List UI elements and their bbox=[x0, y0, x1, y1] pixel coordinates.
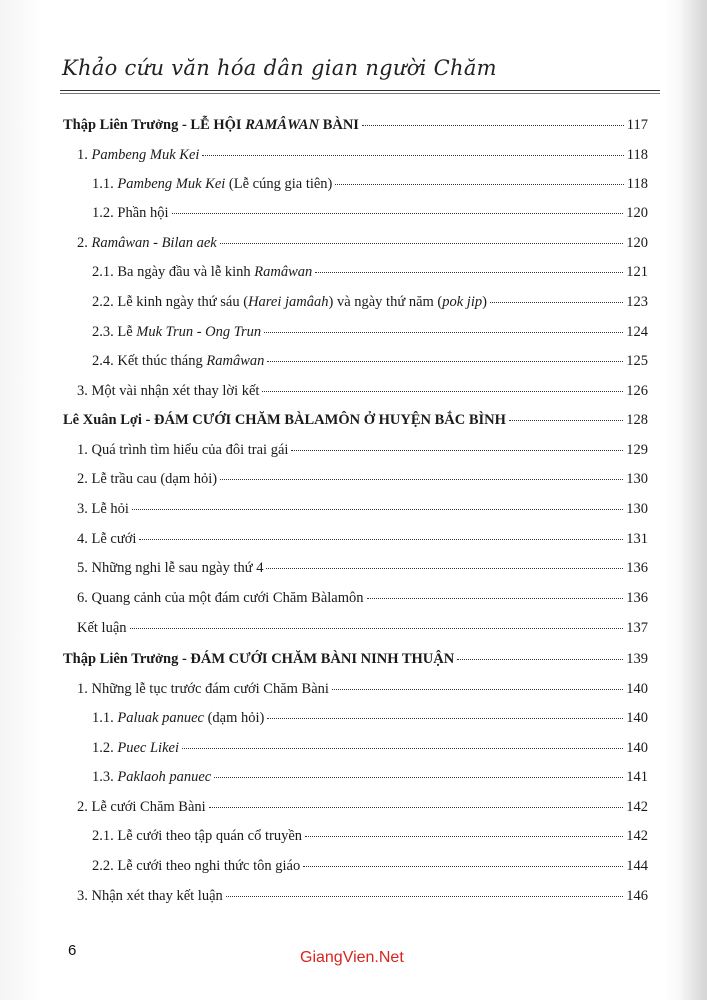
toc-entry bbox=[77, 798, 648, 818]
toc-entry-title-part: Lê Xuân Lợi - ĐÁM CƯỚI CHĂM BÀLAMÔN Ở HUYỆN BẮC BÌNH bbox=[63, 412, 506, 428]
toc-entry-title bbox=[77, 887, 223, 905]
toc-entry-title bbox=[77, 441, 288, 459]
dot-leader bbox=[509, 420, 623, 421]
toc-entry-title-part: 5. Những nghi lễ sau ngày thứ 4 bbox=[77, 560, 264, 576]
dot-leader bbox=[335, 184, 623, 185]
toc-entry bbox=[77, 441, 648, 461]
toc-entry-title-part: (Lễ cúng gia tiên) bbox=[225, 176, 333, 192]
dot-leader bbox=[267, 361, 623, 362]
toc-entry-title-part: RAMÂWAN bbox=[245, 117, 320, 133]
toc-entry bbox=[77, 680, 648, 700]
toc-entry-page-number: 136 bbox=[626, 590, 648, 606]
toc-entry-title-part: Kết luận bbox=[77, 620, 127, 636]
toc-entry bbox=[92, 263, 648, 283]
toc-entry bbox=[77, 589, 648, 609]
dot-leader bbox=[367, 598, 624, 599]
toc-entry bbox=[77, 887, 648, 907]
toc-entry-title bbox=[92, 175, 332, 193]
dot-leader bbox=[362, 125, 624, 126]
toc-entry-page-number: 118 bbox=[626, 147, 648, 163]
toc-entry-title-part: 2.1. Ba ngày đầu và lễ kinh bbox=[92, 264, 255, 280]
dot-leader bbox=[220, 479, 623, 480]
toc-entry-title-part: 1.1. bbox=[92, 176, 118, 192]
toc-entry-title bbox=[77, 530, 136, 548]
dot-leader bbox=[457, 659, 623, 660]
toc-entry-page-number: 141 bbox=[626, 769, 648, 785]
toc-entry-title bbox=[77, 470, 217, 488]
toc-entry-title bbox=[92, 323, 261, 341]
toc-entry-title-part: 2. Lễ trầu cau (dạm hỏi) bbox=[77, 471, 218, 487]
toc-entry-title bbox=[92, 827, 302, 845]
toc-entry bbox=[63, 650, 648, 670]
dot-leader bbox=[262, 391, 623, 392]
toc-entry bbox=[92, 827, 648, 847]
toc-entry-page-number: 120 bbox=[626, 235, 648, 251]
toc-entry-title-part: 1.3. bbox=[92, 769, 118, 785]
toc-entry-title bbox=[77, 680, 329, 698]
toc-entry-page-number: 117 bbox=[626, 117, 648, 133]
dot-leader bbox=[182, 748, 623, 749]
toc-entry-title bbox=[77, 234, 217, 252]
toc-entry bbox=[77, 470, 648, 490]
dot-leader bbox=[264, 332, 623, 333]
toc-entry-title-part: 1. Quá trình tìm hiểu của đôi trai gái bbox=[77, 442, 289, 458]
toc-entry-title-part: 4. Lễ cưới bbox=[77, 531, 137, 547]
dot-leader bbox=[226, 896, 623, 897]
toc-entry-title-part: 2.1. Lễ cưới theo tập quán cổ truyền bbox=[92, 828, 303, 844]
toc-entry bbox=[92, 293, 648, 313]
toc-entry bbox=[92, 857, 648, 877]
toc-entry-page-number: 146 bbox=[626, 888, 648, 904]
toc-entry-page-number: 136 bbox=[626, 560, 648, 576]
toc-entry-title bbox=[92, 709, 264, 727]
toc-entry-title bbox=[77, 619, 127, 637]
toc-entry-page-number: 125 bbox=[626, 353, 648, 369]
toc-entry bbox=[77, 146, 648, 166]
toc-entry-page-number: 130 bbox=[626, 501, 648, 517]
toc-entry-title bbox=[92, 739, 179, 757]
dot-leader bbox=[209, 807, 624, 808]
toc-entry-title-part: Ramâwan bbox=[206, 353, 265, 369]
dot-leader bbox=[130, 628, 624, 629]
toc-entry-title-part: 1. Những lễ tục trước đám cưới Chăm Bàni bbox=[77, 681, 329, 697]
toc-entry-title-part: 1.1. bbox=[92, 710, 118, 726]
toc-entry-page-number: 140 bbox=[626, 710, 648, 726]
toc-entry-title-part: 3. Lễ hỏi bbox=[77, 501, 129, 517]
toc-entry-title-part: Puec Likei bbox=[117, 740, 179, 756]
toc-entry-title-part: 1.2. bbox=[92, 740, 118, 756]
toc-entry bbox=[92, 352, 648, 372]
toc-entry bbox=[77, 559, 648, 579]
toc-entry-title-part: 6. Quang cảnh của một đám cưới Chăm Bàlamôn bbox=[77, 590, 364, 606]
toc-entry bbox=[92, 175, 648, 195]
toc-entry bbox=[92, 323, 648, 343]
toc-entry-title-part: Pambeng Muk Kei bbox=[117, 176, 226, 192]
toc-entry-title-part: 2. bbox=[77, 235, 92, 251]
toc-entry-title-part: 2. Lễ cưới Chăm Bàni bbox=[77, 799, 206, 815]
watermark: GiangVien.Net bbox=[300, 949, 404, 966]
toc-entry bbox=[63, 116, 648, 136]
dot-leader bbox=[332, 689, 623, 690]
toc-entry-page-number: 140 bbox=[626, 740, 648, 756]
toc-entry-title bbox=[77, 559, 263, 577]
toc-entry-title-part: Thập Liên Trưởng - ĐÁM CƯỚI CHĂM BÀNI NINH THUẬN bbox=[63, 651, 455, 667]
toc-entry-title bbox=[63, 411, 506, 429]
toc-entry bbox=[77, 500, 648, 520]
toc-entry-title-part: 1.2. Phần hội bbox=[92, 205, 169, 221]
toc-entry-page-number: 126 bbox=[626, 383, 648, 399]
toc-entry bbox=[92, 204, 648, 224]
toc-entry-title-part: Pambeng Muk Kei bbox=[91, 147, 200, 163]
toc-entry-page-number: 121 bbox=[626, 264, 648, 280]
toc-entry-title-part: ) bbox=[482, 294, 487, 310]
toc-entry-title bbox=[77, 798, 206, 816]
toc-entry-title bbox=[92, 293, 487, 311]
toc-entry-title bbox=[77, 589, 364, 607]
toc-entry-title-part: Paluak panuec bbox=[117, 710, 204, 726]
dot-leader bbox=[291, 450, 623, 451]
page-number: 6 bbox=[68, 942, 77, 959]
toc-entry-page-number: 130 bbox=[626, 471, 648, 487]
toc-entry-page-number: 139 bbox=[626, 651, 648, 667]
toc-entry bbox=[92, 768, 648, 788]
dot-leader bbox=[490, 302, 623, 303]
toc-entry-page-number: 124 bbox=[626, 324, 648, 340]
toc-entry-page-number: 140 bbox=[626, 681, 648, 697]
toc-entry-title-part: 3. Nhận xét thay kết luận bbox=[77, 888, 223, 904]
toc-entry-page-number: 144 bbox=[626, 858, 648, 874]
dot-leader bbox=[139, 539, 623, 540]
dot-leader bbox=[267, 718, 623, 719]
toc-entry-title-part: Thập Liên Trưởng - LỄ HỘI bbox=[63, 117, 246, 133]
toc-entry-title-part: Ramâwan bbox=[254, 264, 313, 280]
toc-entry-title-part: 2.2. Lễ cưới theo nghi thức tôn giáo bbox=[92, 858, 301, 874]
dot-leader bbox=[315, 272, 623, 273]
running-header-title: Khảo cứu văn hóa dân gian người Chăm bbox=[62, 56, 497, 80]
dot-leader bbox=[132, 509, 623, 510]
dot-leader bbox=[202, 155, 623, 156]
toc-entry-page-number: 131 bbox=[626, 531, 648, 547]
toc-entry-title-part: 2.4. Kết thúc tháng bbox=[92, 353, 207, 369]
toc-entry-title-part: 2.3. Lễ bbox=[92, 324, 137, 340]
toc-entry-title bbox=[77, 382, 259, 400]
toc-entry-page-number: 118 bbox=[626, 176, 648, 192]
toc-entry-page-number: 120 bbox=[626, 205, 648, 221]
toc-entry bbox=[63, 411, 648, 431]
toc-entry-title-part: 1. bbox=[77, 147, 92, 163]
toc-entry-page-number: 142 bbox=[626, 828, 648, 844]
toc-entry-title bbox=[92, 204, 169, 222]
toc-entry-page-number: 142 bbox=[626, 799, 648, 815]
dot-leader bbox=[214, 777, 623, 778]
dot-leader bbox=[305, 836, 623, 837]
toc-entry bbox=[92, 739, 648, 759]
toc-entry-title-part: Harei jamâah bbox=[248, 294, 329, 310]
toc-entry-page-number: 123 bbox=[626, 294, 648, 310]
toc-entry-page-number: 129 bbox=[626, 442, 648, 458]
toc-entry-title-part: Paklaoh panuec bbox=[117, 769, 212, 785]
toc-entry-title-part: 3. Một vài nhận xét thay lời kết bbox=[77, 383, 260, 399]
toc-entry-title bbox=[92, 352, 264, 370]
toc-entry-title bbox=[92, 857, 300, 875]
toc-entry-title bbox=[63, 650, 454, 668]
toc-entry-title-part: BÀNI bbox=[319, 117, 359, 133]
toc-entry-title bbox=[77, 146, 199, 164]
toc-entry bbox=[77, 234, 648, 254]
toc-entry-title-part: Ramâwan - Bilan aek bbox=[91, 235, 217, 251]
toc-entry-title-part: pok jip bbox=[442, 294, 483, 310]
toc-entry-title-part: 2.2. Lễ kinh ngày thứ sáu ( bbox=[92, 294, 249, 310]
dot-leader bbox=[220, 243, 624, 244]
toc-entry-title bbox=[77, 500, 129, 518]
toc-entry bbox=[77, 530, 648, 550]
toc-entry-title bbox=[63, 116, 359, 134]
dot-leader bbox=[266, 568, 623, 569]
toc-entry-page-number: 137 bbox=[626, 620, 648, 636]
toc-entry-title-part: (dạm hỏi) bbox=[203, 710, 265, 726]
toc-entry bbox=[92, 709, 648, 729]
toc-entry-title bbox=[92, 768, 211, 786]
toc-entry-page-number: 128 bbox=[626, 412, 648, 428]
toc-entry bbox=[77, 619, 648, 639]
toc-entry bbox=[77, 382, 648, 402]
dot-leader bbox=[172, 213, 624, 214]
toc-entry-title-part: Muk Trun - Ong Trun bbox=[136, 324, 262, 340]
dot-leader bbox=[303, 866, 623, 867]
toc-entry-title-part: ) và ngày thứ năm ( bbox=[328, 294, 443, 310]
toc-entry-title bbox=[92, 263, 312, 281]
